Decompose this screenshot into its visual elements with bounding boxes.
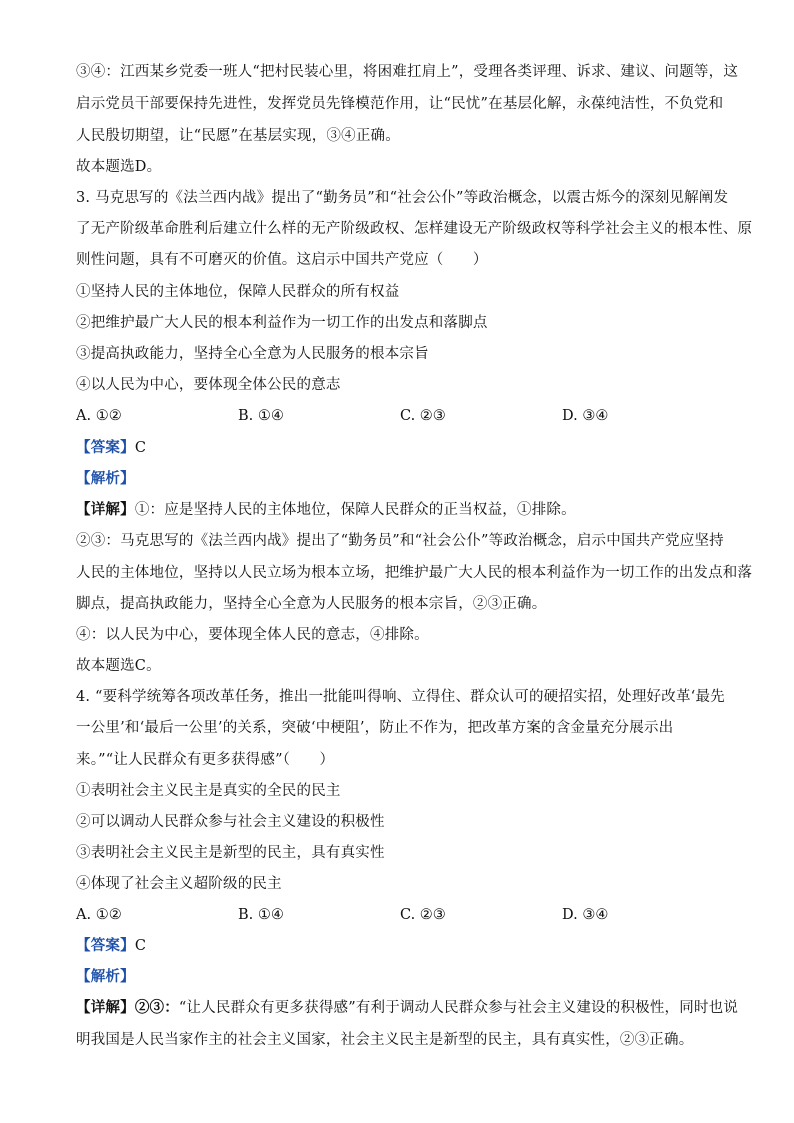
q3-item-4: ④以人民为中心，要体现全体公民的意志: [76, 377, 341, 393]
q3-detail-1-text: ①：应是坚持人民的主体地位，保障人民群众的正当权益，①排除。: [134, 502, 576, 518]
q3-detail-4: ④：以人民为中心，要体现全体人民的意志，④排除。: [76, 627, 429, 643]
q4-detail-23-line2: 明我国是人民当家作主的社会主义国家，社会主义民主是新型的民主，具有真实性，②③正确。: [76, 1032, 694, 1048]
q3-stem-line3: 则性问题，具有不可磨灭的价值。这启示中国共产党应（ ）: [76, 252, 488, 268]
q4-option-c: C. ②③: [400, 907, 446, 923]
q4-detail-23-line1: [76, 998, 738, 1018]
q4-analysis-label: [76, 967, 135, 987]
q3-detail-23-line2: 人民的主体地位，坚持以人民立场为根本立场，把维护最广大人民的根本利益作为一切工作的出发点和落: [76, 565, 753, 581]
q4-item-3: ③表明社会主义民主是新型的民主，具有真实性: [76, 845, 385, 861]
q3-detail-label: 【详解】: [76, 501, 135, 518]
q3-item-3: ③提高执政能力，坚持全心全意为人民服务的根本宗旨: [76, 346, 429, 362]
q3-analysis-label: [76, 469, 135, 489]
q4-answer-value: C: [134, 938, 147, 954]
q3-detail-23-line1: ②③：马克思写的《法兰西内战》提出了“勤务员”和“社会公仆”等政治概念，启示中国共产党应坚持: [76, 533, 724, 549]
q3-stem-line1: 3. 马克思写的《法兰西内战》提出了“勤务员”和“社会公仆”等政治概念，以震古烁今的深刻见解阐发: [76, 190, 729, 206]
q2-detail-34-line3: 人民殷切期望，让“民愿”在基层实现，③④正确。: [76, 128, 400, 144]
q4-option-b: B. ①④: [238, 907, 284, 923]
q4-analysis-label-text: 【解析】: [76, 968, 135, 985]
q2-detail-34-line2: 启示党员干部要保持先进性，发挥党员先锋模范作用，让“民忧”在基层化解，永葆纯洁性，不负党和: [76, 96, 724, 112]
q3-stem-line2: 了无产阶级革命胜利后建立什么样的无产阶级政权、怎样建设无产阶级政权等科学社会主义的根本性、原: [76, 221, 753, 237]
q3-option-b: B. ①④: [238, 408, 284, 424]
q4-option-d: D. ③④: [562, 907, 609, 923]
q3-analysis-label-text: 【解析】: [76, 470, 135, 487]
q4-stem-line2: 一公里’和‘最后一公里’的关系，突破‘中梗阻’，防止不作为，把改革方案的含金量充分展示出: [76, 720, 674, 736]
q4-stem-line1: 4. “要科学统筹各项改革任务，推出一批能叫得响、立得住、群众认可的硬招实招，处理好改革‘最先: [76, 689, 725, 705]
q3-option-a: A. ①②: [76, 408, 122, 424]
q3-item-1: ①坚持人民的主体地位，保障人民群众的所有权益: [76, 284, 400, 300]
q2-conclusion: 故本题选D。: [76, 159, 162, 175]
q3-option-d: D. ③④: [562, 408, 609, 424]
q4-detail-label: 【详解】: [76, 999, 135, 1016]
q4-answer-label: 【答案】: [76, 937, 135, 954]
q4-detail-prefix: ②③：: [134, 999, 179, 1016]
q3-conclusion: 故本题选C。: [76, 658, 161, 674]
q4-item-1: ①表明社会主义民主是真实的全民的民主: [76, 783, 341, 799]
q4-item-2: ②可以调动人民群众参与社会主义建设的积极性: [76, 814, 385, 830]
q3-answer-label: 【答案】: [76, 439, 135, 456]
q3-option-c: C. ②③: [400, 408, 446, 424]
q3-detail-23-line3: 脚点，提高执政能力，坚持全心全意为人民服务的根本宗旨，②③正确。: [76, 596, 547, 612]
q4-option-a: A. ①②: [76, 907, 122, 923]
q3-answer-value: C: [134, 440, 147, 456]
q4-stem-line3: 来。”“让人民群众有更多获得感”（ ）: [76, 752, 335, 768]
q4-detail-23-line1-text: “让人民群众有更多获得感”有利于调动人民群众参与社会主义建设的积极性，同时也说: [178, 1000, 739, 1016]
q2-detail-34-line1: ③④：江西某乡党委一班人“把村民装心里，将困难扛肩上”，受理各类评理、诉求、建议、问题等，这: [76, 64, 739, 80]
q3-detail-1: [76, 500, 576, 520]
q3-item-2: ②把维护最广大人民的根本利益作为一切工作的出发点和落脚点: [76, 315, 488, 331]
q4-answer: [76, 936, 146, 956]
q4-item-4: ④体现了社会主义超阶级的民主: [76, 876, 282, 892]
q3-answer: [76, 438, 146, 458]
